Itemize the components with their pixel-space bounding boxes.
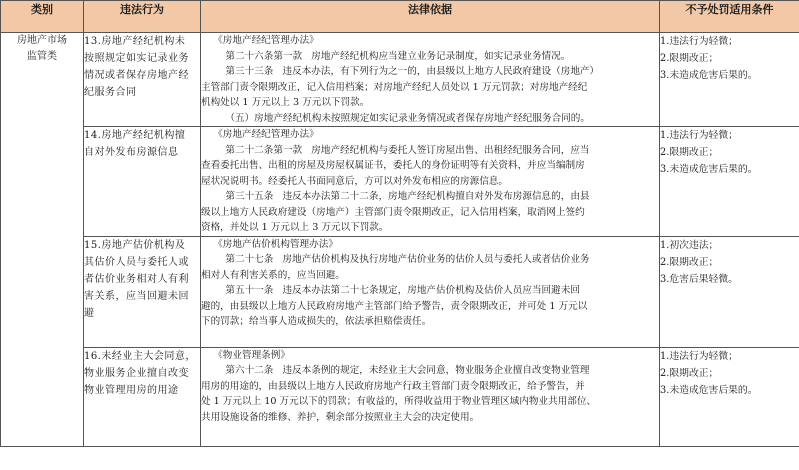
act-cell (84, 127, 201, 237)
act-line: 物业服务企业擅自改变 (84, 367, 189, 379)
basis-cell (201, 236, 660, 347)
act-line: 者估价业务相对人有利 (84, 273, 189, 285)
act-line: 避 (84, 307, 95, 319)
condition-line: 3.未造成危害后果的。 (660, 70, 758, 81)
basis-cell (201, 347, 660, 446)
basis-line: 第五十一条 违反本办法第二十七条规定，房地产估价机构及估价人员应当回避未回 (201, 285, 580, 296)
condition-line: 1.违法行为轻微； (660, 130, 738, 141)
basis-line: 第二十七条 房地产估价机构及执行房地产估价业务的估价人员与委托人或者估价业务 (201, 254, 590, 265)
basis-cell (201, 33, 660, 127)
act-line: 自对外发布房源信息 (84, 147, 179, 158)
basis-line: 级以上地方人民政府建设（房地产）主管部门责令限期改正，记入信用档案，取消网上签约 (201, 206, 585, 218)
header-condition: 不予处罚适用条件 (660, 1, 799, 33)
act-cell (84, 33, 201, 127)
condition-line: 2.限期改正； (660, 147, 719, 158)
basis-line: 相对人有利害关系的，应当回避。 (201, 269, 345, 281)
condition-line: 1.初次违法； (660, 239, 719, 251)
act-line: 物业管理用房的用途 (84, 384, 179, 396)
basis-line: 《房地产经纪管理办法》 (201, 35, 319, 46)
table-row (1, 127, 799, 237)
condition-line: 2.限期改正； (660, 53, 719, 64)
act-line: 其估价人员与委托人或 (84, 256, 189, 268)
condition-line: 3.危害后果轻微。 (660, 273, 738, 285)
act-line: 13.房地产经纪机构未 (84, 36, 186, 47)
basis-line: 《物业管理条例》 (201, 349, 290, 361)
basis-line: 第六十二条 违反本条例的规定，未经业主大会同意，物业服务企业擅自改变物业管理 (201, 365, 590, 376)
basis-line: 第三十三条 违反本办法，有下列行为之一的，由县级以上地方人民政府建设（房地产） (201, 66, 600, 77)
basis-line: （五）房地产经纪机构未按照规定如实记录业务情况或者保存房地产经纪服务合同的。 (201, 112, 590, 124)
category-line: 监管类 (27, 51, 57, 62)
basis-cell (201, 127, 660, 237)
condition-cell (660, 127, 799, 237)
act-line: 按照规定如实记录业务 (84, 53, 189, 64)
basis-line: 第二十二条第一款 房地产经纪机构与委托人签订房屋出售、出租经纪服务合同，应当 (201, 144, 590, 156)
condition-line: 3.未造成危害后果的。 (660, 384, 758, 396)
basis-line: 机构处以 1 万元以上 3 万元以下罚款。 (201, 97, 370, 108)
act-line: 14.房地产经纪机构擅 (84, 130, 186, 141)
condition-line: 3.未造成危害后果的。 (660, 164, 758, 175)
basis-line: 资格，并处以 1 万元以上 3 万元以下罚款。 (201, 222, 389, 233)
basis-line: 处 1 万元以上 10 万元以下的罚款；有收益的，所得收益用于物业管理区域内物业共用部位、 (201, 396, 597, 407)
basis-line: 第二十六条第一款 房地产经纪机构应当建立业务记录制度，如实记录业务情况。 (201, 50, 571, 62)
condition-cell (660, 236, 799, 347)
act-line: 纪服务合同 (84, 87, 137, 98)
basis-line: 第三十五条 违反本办法第二十二条，房地产经纪机构擅自对外发布房源信息的，由县 (201, 191, 590, 202)
condition-line: 1.违法行为轻微； (660, 350, 738, 362)
basis-line: 用房的用途的，由县级以上地方人民政府房地产行政主管部门责令限期改正，给予警告，并 (201, 380, 585, 392)
condition-cell (660, 347, 799, 446)
act-cell (84, 347, 201, 446)
basis-line: 避的，由县级以上地方人民政府房地产主管部门给予警告，责令限期改正，并可处 1 万元以 (201, 300, 588, 312)
basis-line: 下的罚款；给当事人造成损失的，依法承担赔偿责任。 (201, 316, 432, 327)
category-line: 房地产市场 (17, 35, 67, 46)
basis-line: 查看委托出售、出租的房屋及房屋权属证书，委托人的身份证明等有关资料，并应当编制房 (201, 160, 585, 171)
table-row (1, 33, 799, 127)
condition-line: 2.限期改正； (660, 367, 719, 379)
table-header-row (1, 1, 799, 33)
condition-line: 1.违法行为轻微； (660, 36, 738, 47)
act-line: 15.房地产估价机构及 (84, 239, 186, 251)
condition-line: 2.限期改正； (660, 256, 719, 268)
basis-line: 共用设施设备的维修、养护，剩余部分按照业主大会的决定使用。 (201, 411, 480, 423)
act-line: 16.未经业主大会同意， (84, 350, 196, 362)
basis-line: 屋状况说明书。经委托人书面同意后，方可以对外发布相应的房源信息。 (201, 175, 508, 187)
basis-line: 主管部门责令限期改正，记入信用档案；对房地产经纪人员处以 1 万元罚款；对房地产经纪 (201, 81, 588, 93)
basis-line: 《房地产经纪管理办法》 (201, 129, 319, 140)
act-cell (84, 236, 201, 347)
header-act: 违法行为 (84, 1, 201, 33)
basis-line: 《房地产估价机构管理办法》 (201, 238, 338, 250)
act-line: 害关系，应当回避未回 (84, 290, 189, 302)
header-basis: 法律依据 (201, 1, 660, 33)
category-cell (1, 33, 84, 447)
act-line: 情况或者保存房地产经 (84, 70, 189, 81)
table-row (1, 236, 799, 347)
table-row (1, 347, 799, 446)
condition-cell (660, 33, 799, 127)
header-category: 类别 (1, 1, 84, 33)
